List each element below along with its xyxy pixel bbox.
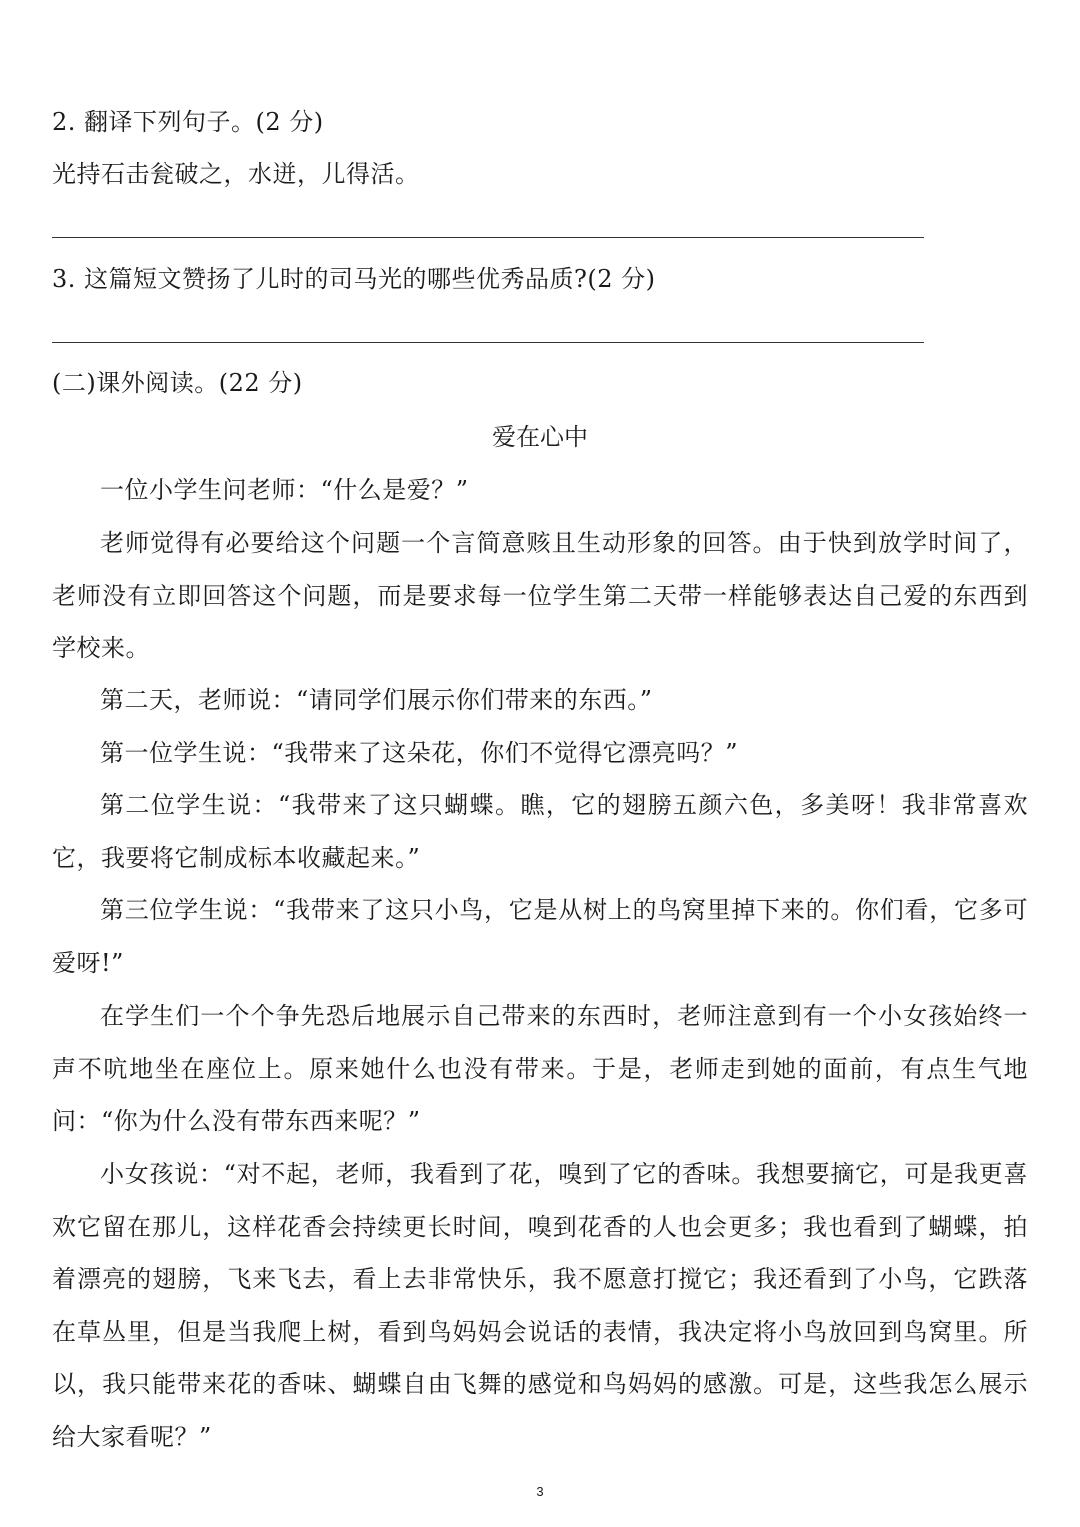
paragraph: 第三位学生说：“我带来了这只小鸟，它是从树上的鸟窝里掉下来的。你们看，它多可爱呀!” [52,896,1028,977]
question-2-sentence: 光持石击瓮破之，水迸，儿得活。 [52,160,420,188]
article-title: 爱在心中 [492,423,588,451]
question-3-answer-line [52,342,924,343]
paragraph: 老师觉得有必要给这个问题一个言简意赅且生动形象的回答。由于快到放学时间了，老师没有立即回答这个问题，而是要求每一位学生第二天带一样能够表达自己爱的东西到学校来。 [52,529,1028,662]
question-3-prompt: 3. 这篇短文赞扬了儿时的司马光的哪些优秀品质?(2 分) [52,265,656,293]
paragraph: 第二位学生说：“我带来了这只蝴蝶。瞧，它的翅膀五颜六色，多美呀！我非常喜欢它，我要将它制成标本收藏起来。” [52,791,1028,872]
paragraph: 在学生们一个个争先恐后地展示自己带来的东西时，老师注意到有一个小女孩始终一声不吭地坐在座位上。原来她什么也没有带来。于是，老师走到她的面前，有点生气地问：“你为什么没有带东西来呢？” [52,1002,1028,1135]
paragraph: 第一位学生说：“我带来了这朵花，你们不觉得它漂亮吗？” [100,739,739,767]
question-2-prompt: 2. 翻译下列句子。(2 分) [52,108,324,136]
paragraph: 小女孩说：“对不起，老师，我看到了花，嗅到了它的香味。我想要摘它，可是我更喜欢它留在那儿，这样花香会持续更长时间，嗅到花香的人也会更多；我也看到了蝴蝶，拍着漂亮的翅膀，飞来飞去，看上去非常快乐，我不愿意打搅它；我还看到了小鸟，它跌落在草丛里，但是当我爬上树，看到鸟妈妈会说话的表情，我决定将小鸟放回到鸟窝里。所以，我只能带来花的香味、蝴蝶自由飞舞的感觉和鸟妈妈的感激。可是，这些我怎么展示给大家看呢？” [52,1160,1028,1451]
paragraph: 第二天，老师说：“请同学们展示你们带来的东西。” [100,686,653,714]
question-2-answer-line [52,237,924,238]
paragraph: 一位小学生问老师：“什么是爱？” [100,476,469,504]
page-number: 3 [536,1484,544,1499]
section-heading: (二)课外阅读。(22 分) [52,369,303,397]
